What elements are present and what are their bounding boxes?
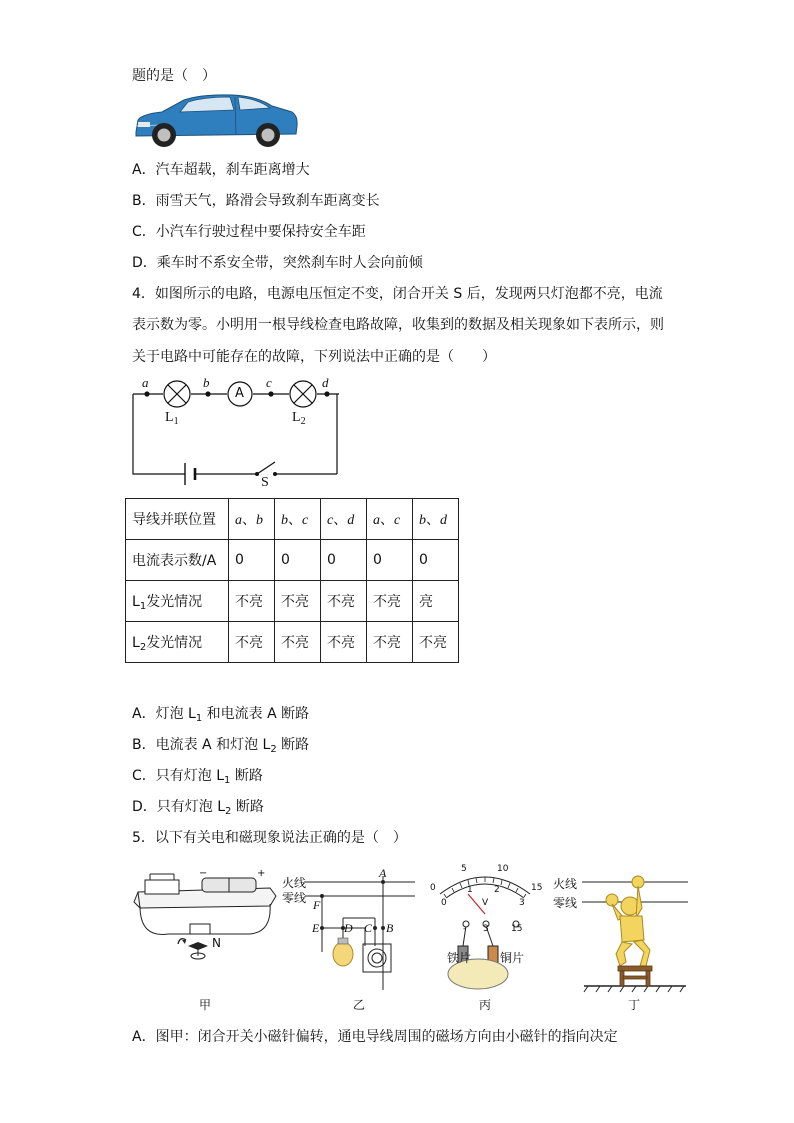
- circuit-label-b: b: [203, 375, 210, 390]
- circuit-node-d: [324, 391, 329, 396]
- circuit-lamp1-label: $L_1$: [165, 410, 179, 427]
- figure-bing-scale-1: 1: [467, 885, 473, 895]
- figure-yi-live-wire-label: 火线: [282, 876, 307, 890]
- table-cell: b、d: [413, 499, 459, 540]
- figure-bing-copper-label: 铜片: [500, 951, 525, 965]
- q4-stem-line2: 表示数为零。小明用一根导线检查电路故障，收集到的数据及相关现象如下表所示，则: [132, 317, 664, 333]
- figure-bing-scale-3-inner: 3: [519, 898, 525, 908]
- table-cell: a、c: [367, 499, 413, 540]
- figure-jia-plus-sign: +: [257, 868, 266, 879]
- circuit-label-d: d: [322, 375, 329, 390]
- table-cell: 0: [275, 540, 321, 581]
- circuit-label-c: c: [266, 375, 272, 390]
- figure-yi-point-c: C: [364, 921, 373, 935]
- figure-ding-live-wire-label: 火线: [553, 877, 578, 891]
- table-cell: 0: [413, 540, 459, 581]
- table-row: [126, 581, 459, 622]
- figure-bing-iron-label: 铁片: [447, 951, 472, 965]
- table-header-l2: $L_2$发光情况: [126, 622, 229, 663]
- table-cell: 亮: [413, 581, 459, 622]
- table-cell: 不亮: [413, 622, 459, 663]
- q4-option-c: C．只有灯泡 $L_1$ 断路: [132, 768, 263, 786]
- table-cell: 0: [229, 540, 275, 581]
- table-cell: 不亮: [229, 581, 275, 622]
- figure-yi-point-d: D: [344, 921, 353, 935]
- table-row: [126, 540, 459, 581]
- table-cell: 0: [321, 540, 367, 581]
- figure-yi-point-e: E: [312, 921, 320, 935]
- table-cell: 不亮: [367, 622, 413, 663]
- circuit-node-c: [268, 391, 273, 396]
- q4-option-a: A．灯泡 $L_1$ 和电流表 A 断路: [132, 706, 310, 724]
- table-header-current: 电流表示数/A: [126, 540, 229, 581]
- q3-option-c: C．小汽车行驶过程中要保持安全车距: [132, 224, 366, 240]
- circuit-switch-label: S: [261, 475, 269, 490]
- table-cell: 不亮: [321, 622, 367, 663]
- q4-option-d: D．只有灯泡 $L_2$ 断路: [132, 799, 264, 817]
- table-cell: b、c: [275, 499, 321, 540]
- circuit-label-a: a: [142, 375, 149, 390]
- circuit-lamp2-label: $L_2$: [292, 410, 306, 427]
- q5-option-a: A．图甲：闭合开关小磁针偏转，通电导线周围的磁场方向由小磁针的指向决定: [132, 1029, 618, 1045]
- figure-yi-household-circuit: [305, 862, 417, 992]
- figure-jia-minus-sign: −: [199, 868, 208, 879]
- figure-yi-point-b: B: [386, 921, 394, 935]
- q4-stem-line3: 关于电路中可能存在的故障，下列说法中正确的是（ ）: [132, 349, 496, 365]
- table-header-l1: $L_1$发光情况: [126, 581, 229, 622]
- q3-option-d: D．乘车时不系安全带，突然刹车时人会向前倾: [132, 255, 423, 271]
- figure-ding-neutral-wire-label: 零线: [553, 896, 578, 910]
- figure-yi-point-f: F: [313, 898, 321, 912]
- figure-bing-terminal-3: 3: [483, 924, 489, 934]
- figure-bing-terminal-15: 15: [511, 924, 523, 934]
- table-cell: 不亮: [321, 581, 367, 622]
- table-cell: a、b: [229, 499, 275, 540]
- figure-bing-scale-10: 10: [497, 864, 509, 874]
- figure-bing-caption: 丙: [479, 998, 492, 1012]
- q3-option-b: B．雨雪天气，路滑会导致刹车距离变长: [132, 193, 380, 209]
- figure-bing-scale-5: 5: [461, 864, 467, 874]
- figure-bing-scale-0-inner: 0: [441, 898, 447, 908]
- circuit-ammeter-label: A: [235, 386, 244, 401]
- table-row: [126, 499, 459, 540]
- table-cell: 0: [367, 540, 413, 581]
- table-header-position: 导线并联位置: [126, 499, 229, 540]
- figure-bing-scale-0-outer: 0: [430, 883, 436, 893]
- table-cell: 不亮: [275, 622, 321, 663]
- table-cell: 不亮: [367, 581, 413, 622]
- q4-option-b: B．电流表 A 和灯泡 $L_2$ 断路: [132, 737, 310, 755]
- circuit-node-b: [205, 391, 210, 396]
- figure-bing-unit-v: V: [482, 898, 489, 908]
- figure-yi-point-a: A: [379, 866, 387, 880]
- fault-table: [125, 498, 459, 663]
- figure-bing-terminal-minus: -: [463, 924, 467, 934]
- table-cell: 不亮: [229, 622, 275, 663]
- figure-bing-scale-2: 2: [494, 885, 500, 895]
- car-image: [132, 92, 300, 150]
- figure-yi-caption: 乙: [353, 998, 366, 1012]
- table-cell: 不亮: [275, 581, 321, 622]
- table-cell: c、d: [321, 499, 367, 540]
- table-row: [126, 622, 459, 663]
- q3-stem-tail: 题的是（ ）: [132, 68, 216, 84]
- figure-jia-caption: 甲: [199, 998, 212, 1012]
- figure-yi-neutral-wire-label: 零线: [282, 891, 307, 905]
- figure-bing-scale-15-outer: 15: [531, 883, 543, 893]
- figure-ding-caption: 丁: [628, 998, 641, 1012]
- figure-ding-person-touching-wires: [582, 868, 688, 994]
- circuit-node-a: [144, 391, 149, 396]
- q5-stem: 5．以下有关电和磁现象说法正确的是（ ）: [132, 830, 407, 846]
- figure-jia-north-label: N: [212, 936, 221, 950]
- q3-option-a: A．汽车超载，刹车距离增大: [132, 162, 310, 178]
- q4-stem-line1: 4．如图所示的电路，电源电压恒定不变，闭合开关 S 后，发现两只灯泡都不亮，电流: [132, 286, 663, 302]
